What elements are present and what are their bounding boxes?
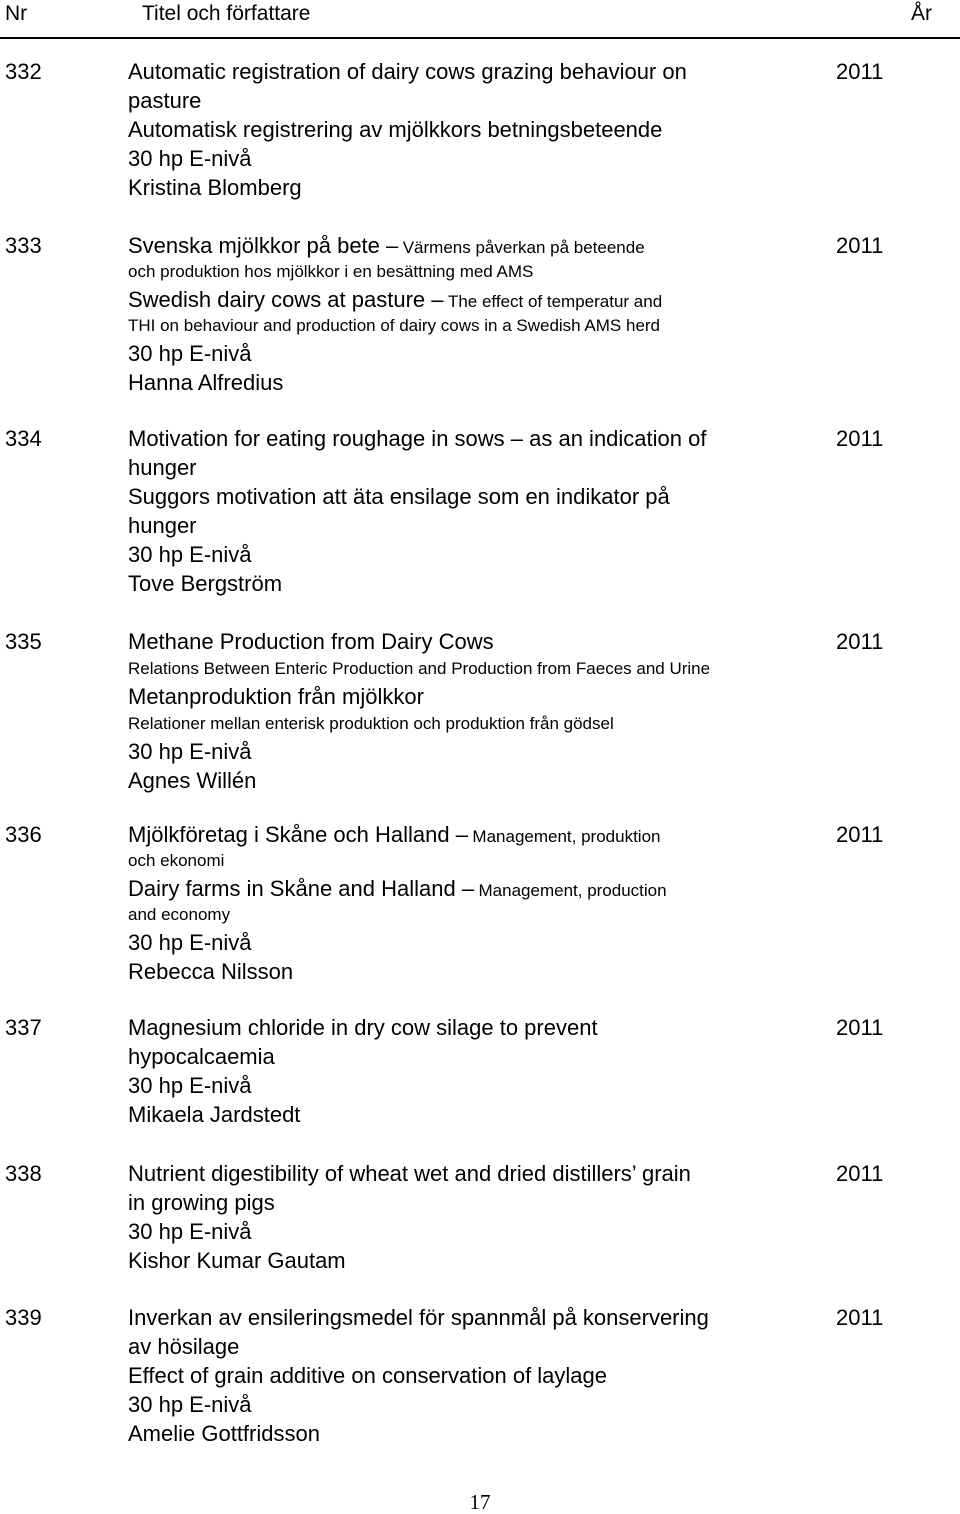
header-year: År [911,2,932,25]
entry-year: 2011 [836,59,884,84]
entry-title-line: in growing pigs [128,1190,275,1215]
entry-title-line: hypocalcaemia [128,1044,275,1069]
entry-level: 30 hp E-nivå [128,542,252,567]
entry-title-line: Magnesium chloride in dry cow silage to prevent [128,1015,598,1040]
entry-level: 30 hp E-nivå [128,1073,252,1098]
entry-title-line: Metanproduktion från mjölkkor [128,684,424,709]
entry-title-line: THI on behaviour and production of dairy cows in a Swedish AMS herd [128,316,661,335]
entry-subtitle: Relationer mellan enterisk produktion och produktion från gödsel [128,714,614,733]
entry-title-main: Dairy farms in Skåne and Halland – [128,876,475,901]
entry-author: Kishor Kumar Gautam [128,1248,346,1273]
entry-author: Hanna Alfredius [128,370,284,395]
entry-author: Agnes Willén [128,768,257,793]
entry-year: 2011 [836,233,884,258]
entry-level: 30 hp E-nivå [128,1219,252,1244]
entry-body [128,627,828,795]
entry-title-line: hunger [128,455,197,480]
entry-title-line: Suggors motivation att äta ensilage som en indikator på [128,484,670,509]
entry-nr: 339 [5,1305,42,1330]
header-divider [0,37,960,39]
entry-title-line [128,874,828,902]
page-number: 17 [469,1490,491,1514]
entry-level: 30 hp E-nivå [128,146,252,171]
entry-body [128,1159,828,1275]
entry-body [128,231,828,397]
entry-author: Rebecca Nilsson [128,959,294,984]
entry-year: 2011 [836,426,884,451]
entry-title-line: Methane Production from Dairy Cows [128,629,494,654]
entry-title-main: Mjölkföretag i Skåne och Halland – [128,822,468,847]
entry-nr: 338 [5,1161,42,1186]
entry-body [128,1303,828,1448]
entry-title-line: Effect of grain additive on conservation of laylage [128,1363,608,1388]
entry-title-main: Svenska mjölkkor på bete – [128,233,399,258]
entry-title-line: och produktion hos mjölkkor i en besättning med AMS [128,262,534,281]
entry-title-line [128,820,828,848]
header-nr: Nr [5,2,28,25]
entry-title-line [128,231,828,259]
entry-level: 30 hp E-nivå [128,739,252,764]
entry-title-sub: Management, produktion [472,827,661,846]
entry-title-line: Automatic registration of dairy cows grazing behaviour on [128,59,687,84]
entry-nr: 334 [5,426,42,451]
entry-title-line: och ekonomi [128,851,225,870]
entry-body [128,1013,828,1129]
entry-year: 2011 [836,822,884,847]
entry-body [128,57,828,202]
entry-year: 2011 [836,1305,884,1330]
entry-title-line: Motivation for eating roughage in sows – as an indication of [128,426,707,451]
entry-level: 30 hp E-nivå [128,930,252,955]
entry-title-line: Inverkan av ensileringsmedel för spannmål på konservering [128,1305,709,1330]
entry-nr: 337 [5,1015,42,1040]
entry-author: Kristina Blomberg [128,175,302,200]
entry-nr: 336 [5,822,42,847]
header-title: Titel och författare [142,2,311,25]
entry-nr: 332 [5,59,42,84]
entry-nr: 333 [5,233,42,258]
entry-level: 30 hp E-nivå [128,1392,252,1417]
entry-title-line: and economy [128,905,231,924]
entry-title-line [128,285,828,313]
entry-title-main: Swedish dairy cows at pasture – [128,287,444,312]
entry-level: 30 hp E-nivå [128,341,252,366]
entry-title-line: Nutrient digestibility of wheat wet and dried distillers’ grain [128,1161,691,1186]
entry-title-sub: Management, production [478,881,667,900]
entry-year: 2011 [836,1015,884,1040]
entry-author: Tove Bergström [128,571,283,596]
entry-body [128,424,828,598]
entry-year: 2011 [836,629,884,654]
entry-nr: 335 [5,629,42,654]
entry-subtitle: Relations Between Enteric Production and Production from Faeces and Urine [128,659,711,678]
entry-title-line: pasture [128,88,202,113]
entry-year: 2011 [836,1161,884,1186]
entry-author: Mikaela Jardstedt [128,1102,301,1127]
entry-title-line: Automatisk registrering av mjölkkors betningsbeteende [128,117,663,142]
entry-body [128,820,828,986]
entry-title-sub: The effect of temperatur and [447,292,663,311]
entry-author: Amelie Gottfridsson [128,1421,320,1446]
entry-title-sub: Värmens påverkan på beteende [402,238,645,257]
entry-title-line: hunger [128,513,197,538]
table-header [0,0,960,40]
entry-title-line: av hösilage [128,1334,240,1359]
